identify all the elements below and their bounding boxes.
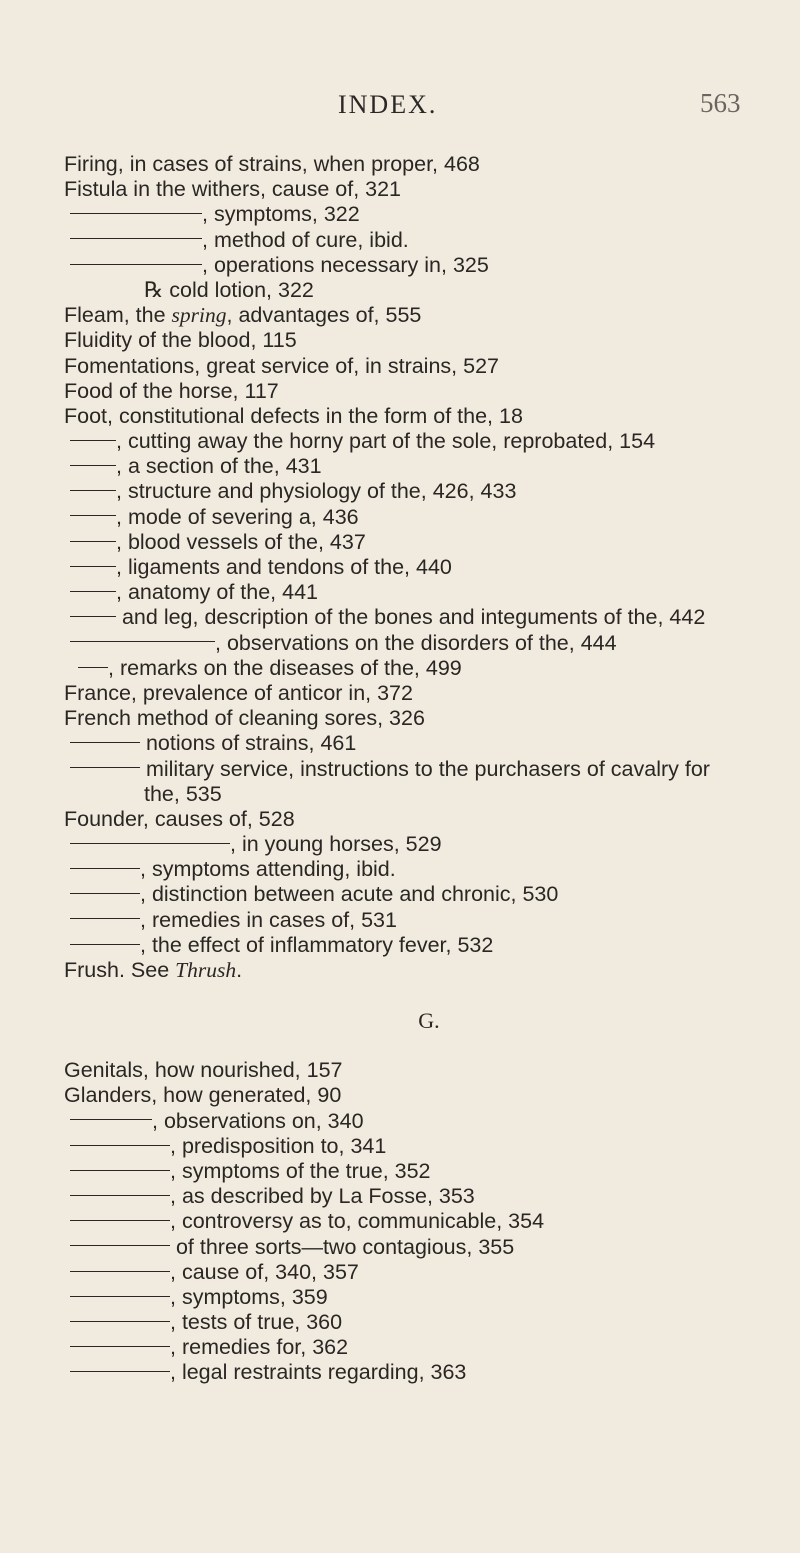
- entry-text: Fistula in the withers, cause of, 321: [64, 177, 402, 202]
- index-entry: [64, 1285, 794, 1310]
- index-entry: [64, 731, 794, 756]
- ditto-rule: [70, 1321, 170, 1322]
- index-entry: [64, 1235, 794, 1260]
- section-letter-g: G.: [418, 1008, 440, 1034]
- entry-text-after: , advantages of, 555: [226, 303, 422, 328]
- ditto-rule: [70, 1245, 170, 1246]
- entry-text: , symptoms, 359: [170, 1284, 328, 1309]
- ditto-rule: [70, 918, 140, 919]
- ditto-rule: [70, 616, 116, 617]
- entry-text: Genitals, how nourished, 157: [64, 1058, 343, 1083]
- index-entry: [64, 152, 794, 177]
- index-entry: [64, 177, 794, 202]
- index-entry: [64, 555, 794, 580]
- index-entry: [64, 757, 794, 782]
- ditto-rule: [70, 1271, 170, 1272]
- ditto-rule: [70, 1195, 170, 1196]
- index-entry: [64, 933, 794, 958]
- entry-text: Fleam, the: [64, 303, 172, 328]
- entry-text: French method of cleaning sores, 326: [64, 706, 425, 731]
- index-entry: [64, 530, 794, 555]
- entry-text: ℞ cold lotion, 322: [144, 277, 314, 302]
- ditto-rule: [70, 1346, 170, 1347]
- ditto-rule: [70, 264, 202, 265]
- index-entry: [64, 1134, 794, 1159]
- ditto-rule: [70, 893, 140, 894]
- index-entry: [64, 605, 794, 630]
- entry-text: Glanders, how generated, 90: [64, 1083, 342, 1108]
- ditto-rule: [70, 515, 116, 516]
- entry-text: Frush. See: [64, 958, 176, 982]
- index-entry: [64, 1058, 794, 1083]
- index-entry: [64, 1260, 794, 1285]
- index-entry: [64, 454, 794, 479]
- entry-text: , distinction between acute and chronic, 530: [140, 882, 559, 907]
- ditto-rule: [70, 213, 202, 214]
- ditto-rule: [78, 667, 108, 668]
- ditto-rule: [70, 566, 116, 567]
- entry-text: , remedies for, 362: [170, 1335, 349, 1360]
- entry-text: Food of the horse, 117: [64, 378, 279, 403]
- entry-text: , structure and physiology of the, 426, 433: [116, 479, 517, 504]
- entry-text: , predisposition to, 341: [170, 1133, 387, 1158]
- entry-text: , ligaments and tendons of the, 440: [116, 555, 452, 579]
- entry-text: , operations necessary in, 325: [202, 252, 489, 277]
- entry-text: France, prevalence of anticor in, 372: [64, 680, 413, 705]
- ditto-rule: [70, 1170, 170, 1171]
- entry-text: , cutting away the horny part of the sole, reprobated, 154: [116, 429, 656, 454]
- entry-text: , as described by La Fosse, 353: [170, 1184, 475, 1209]
- index-entry: [64, 1083, 794, 1108]
- ditto-rule: [70, 1119, 152, 1120]
- entry-text: , symptoms attending, ibid.: [140, 857, 396, 882]
- ditto-rule: [70, 641, 215, 642]
- index-entry: [64, 681, 794, 706]
- index-entry: [64, 278, 794, 303]
- index-entry: [64, 832, 794, 857]
- index-entries: [64, 152, 794, 1386]
- index-entry: [64, 1310, 794, 1335]
- entry-text: , blood vessels of the, 437: [116, 529, 366, 554]
- index-entry: [64, 857, 794, 882]
- spacer: [64, 983, 794, 1008]
- index-entry: [64, 706, 794, 731]
- index-entry: [64, 303, 794, 328]
- entry-text: , remedies in cases of, 531: [140, 907, 397, 932]
- index-entry: [64, 505, 794, 530]
- index-entry: [64, 328, 794, 353]
- entry-text: , symptoms of the true, 352: [170, 1158, 431, 1183]
- index-entry: [64, 202, 794, 227]
- index-entry: [64, 429, 794, 454]
- entry-text: Fomentations, great service of, in strains, 527: [64, 353, 499, 378]
- entry-text: , observations on the disorders of the, 444: [215, 630, 617, 655]
- entry-text: Fluidity of the blood, 115: [64, 328, 297, 353]
- entry-text-after: .: [236, 958, 243, 982]
- index-entry: [64, 807, 794, 832]
- index-entry: [64, 631, 794, 656]
- ditto-rule: [70, 1296, 170, 1297]
- index-entry: [64, 253, 794, 278]
- entry-text: Firing, in cases of strains, when proper, 468: [64, 152, 480, 176]
- entry-text: , anatomy of the, 441: [116, 580, 318, 605]
- entry-text: , mode of severing a, 436: [116, 504, 359, 529]
- entry-text: , the effect of inflammatory fever, 532: [140, 932, 494, 957]
- ditto-rule: [70, 1145, 170, 1146]
- spacer: [64, 1033, 794, 1058]
- index-entry: [64, 1209, 794, 1234]
- entry-text: military service, instructions to the purchasers of cavalry for: [140, 756, 710, 781]
- ditto-rule: [70, 868, 140, 869]
- index-entry: [64, 1184, 794, 1209]
- ditto-rule: [70, 1371, 170, 1372]
- entry-text: and leg, description of the bones and integuments of the, 442: [116, 605, 706, 630]
- index-entry: [64, 1109, 794, 1134]
- ditto-rule: [70, 238, 202, 239]
- index-entry: [64, 379, 794, 404]
- index-entry: [64, 1360, 794, 1385]
- entry-text: , legal restraints regarding, 363: [170, 1360, 467, 1385]
- entry-text: Foot, constitutional defects in the form of the, 18: [64, 403, 523, 428]
- entry-text: , tests of true, 360: [170, 1310, 343, 1335]
- index-entry: [64, 1335, 794, 1360]
- index-entry: [64, 908, 794, 933]
- running-head: [0, 90, 800, 130]
- entry-text: , controversy as to, communicable, 354: [170, 1209, 545, 1234]
- entry-italic: Thrush: [175, 958, 237, 982]
- entry-text: , a section of the, 431: [116, 454, 322, 479]
- page-number: 563: [700, 88, 741, 118]
- ditto-rule: [70, 440, 116, 441]
- ditto-rule: [70, 843, 230, 844]
- entry-text: , observations on, 340: [152, 1108, 364, 1133]
- entry-text: , method of cure, ibid.: [202, 227, 409, 252]
- ditto-rule: [70, 591, 116, 592]
- ditto-rule: [70, 767, 140, 768]
- ditto-rule: [70, 944, 140, 945]
- index-entry: [64, 656, 794, 681]
- ditto-rule: [70, 1220, 170, 1221]
- entry-text: the, 535: [144, 781, 222, 806]
- index-entry: [64, 782, 794, 807]
- entry-text: notions of strains, 461: [140, 731, 357, 756]
- section-g-entries: [64, 1058, 794, 1385]
- entry-text: of three sorts—two contagious, 355: [170, 1234, 515, 1259]
- ditto-rule: [70, 541, 116, 542]
- entry-text: , symptoms, 322: [202, 202, 360, 227]
- entry-text: Founder, causes of, 528: [64, 806, 295, 831]
- index-entry: [64, 354, 794, 379]
- index-entry: [64, 479, 794, 504]
- ditto-rule: [70, 490, 116, 491]
- section-f-entries: [64, 152, 794, 983]
- entry-italic: spring: [171, 303, 227, 328]
- index-entry: [64, 580, 794, 605]
- entry-text: , cause of, 340, 357: [170, 1259, 359, 1284]
- index-entry: [64, 228, 794, 253]
- index-entry: [64, 958, 794, 983]
- entry-text: , remarks on the diseases of the, 499: [108, 655, 462, 680]
- ditto-rule: [70, 742, 140, 743]
- entry-text: , in young horses, 529: [230, 832, 442, 857]
- ditto-rule: [70, 465, 116, 466]
- page-title: INDEX.: [338, 90, 438, 119]
- index-entry: [64, 882, 794, 907]
- index-entry: [64, 1159, 794, 1184]
- index-entry: [64, 404, 794, 429]
